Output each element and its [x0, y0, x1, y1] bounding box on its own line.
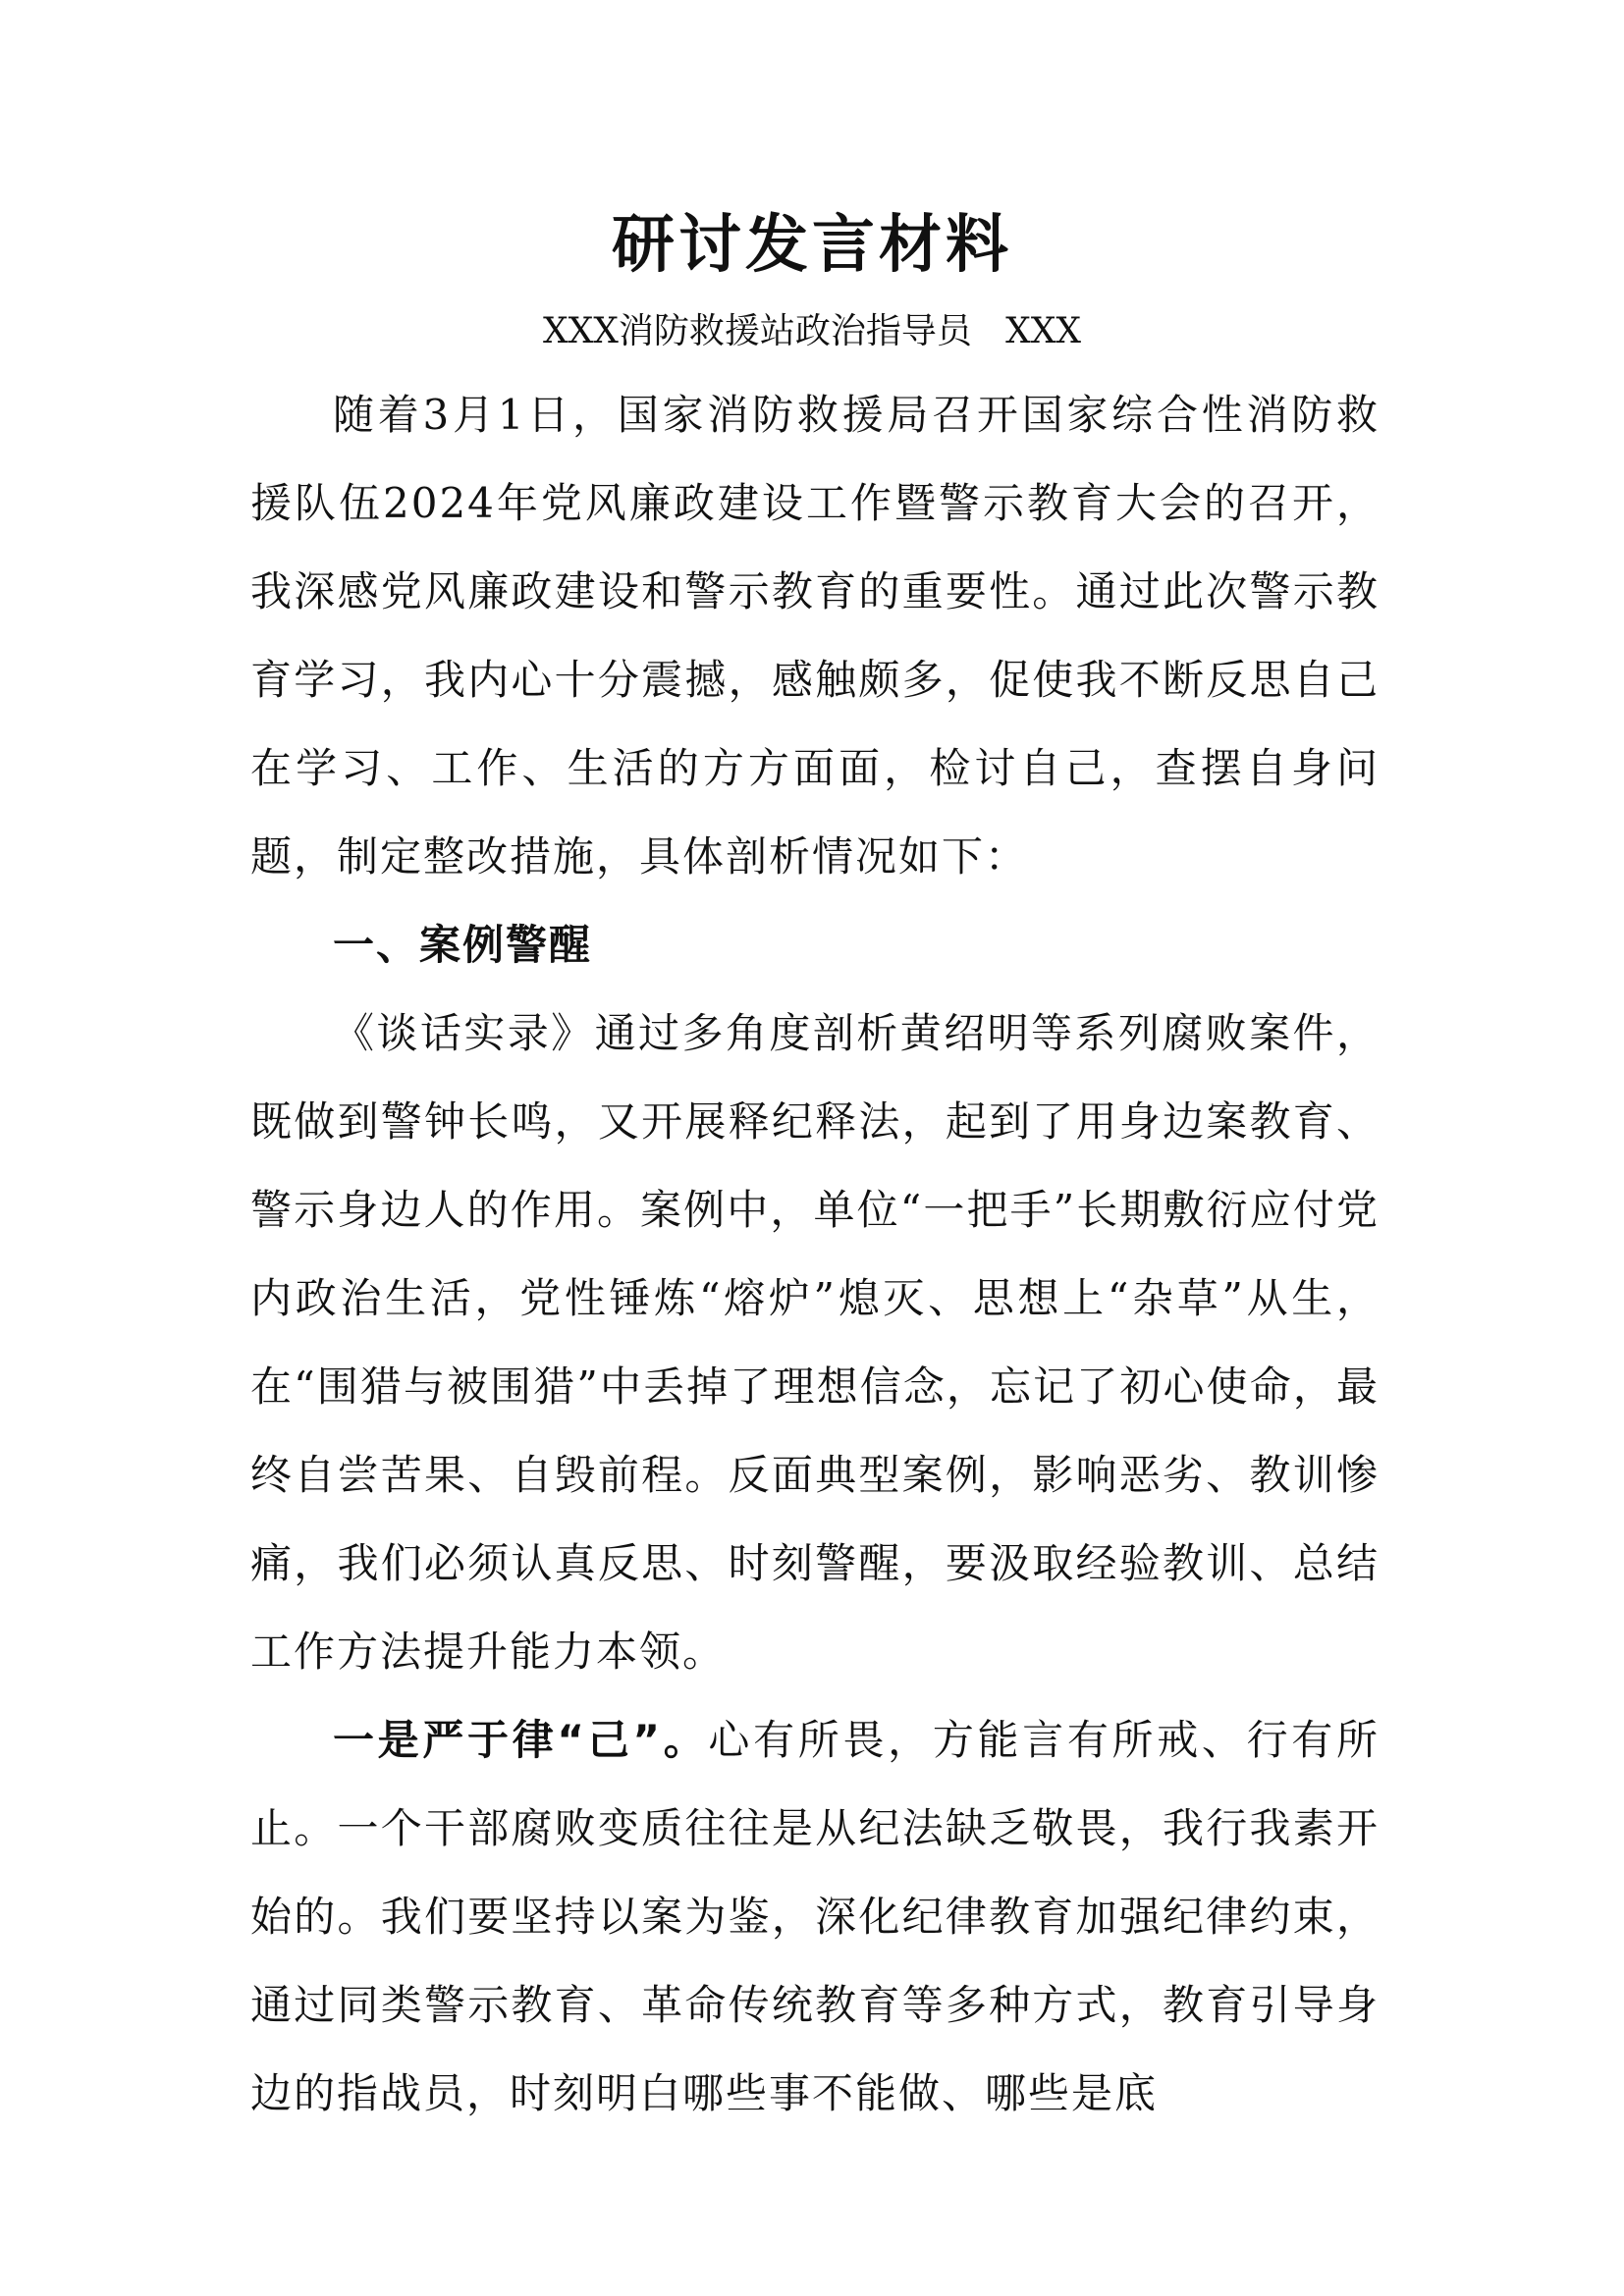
- point-text: 心有所畏，方能言有所戒、行有所止。一个干部腐败变质往往是从纪法缺乏敬畏，我行我素开始的。我们要坚持以案为鉴，深化纪律教育加强纪律约束，通过同类警示教育、革命传统教育等多种方式，教育引导身边的指战员，时刻明白哪些事不能做、哪些是底: [250, 1716, 1380, 2117]
- document-body: [250, 371, 1380, 2138]
- document-title: 研讨发言材料: [612, 209, 1012, 282]
- point-paragraph: [250, 1696, 1380, 2138]
- point-lead: 一是严于律“己”。: [333, 1716, 709, 1764]
- intro-paragraph: 随着3月1日，国家消防救援局召开国家综合性消防救援队伍2024年党风廉政建设工作暨警示教育大会的召开，我深感党风廉政建设和警示教育的重要性。通过此次警示教育学习，我内心十分震撼，感触颇多，促使我不断反思自己在学习、工作、生活的方方面面，检讨自己，查摆自身问题，制定整改措施，具体剖析情况如下：: [250, 391, 1380, 881]
- case-paragraph: 《谈话实录》通过多角度剖析黄绍明等系列腐败案件，既做到警钟长鸣，又开展释纪释法，起到了用身边案教育、警示身边人的作用。案例中，单位“一把手”长期敷衍应付党内政治生活，党性锤炼“熔炉”熄灭、思想上“杂草”从生，在“围猎与被围猎”中丢掉了理想信念，忘记了初心使命，最终自尝苦果、自毁前程。反面典型案例，影响恶劣、教训惨痛，我们必须认真反思、时刻警醒，要汲取经验教训、总结工作方法提升能力本领。: [250, 1009, 1380, 1676]
- author-byline: XXX消防救援站政治指导员 XXX: [542, 311, 1082, 351]
- section-heading: 一、案例警醒: [333, 921, 593, 969]
